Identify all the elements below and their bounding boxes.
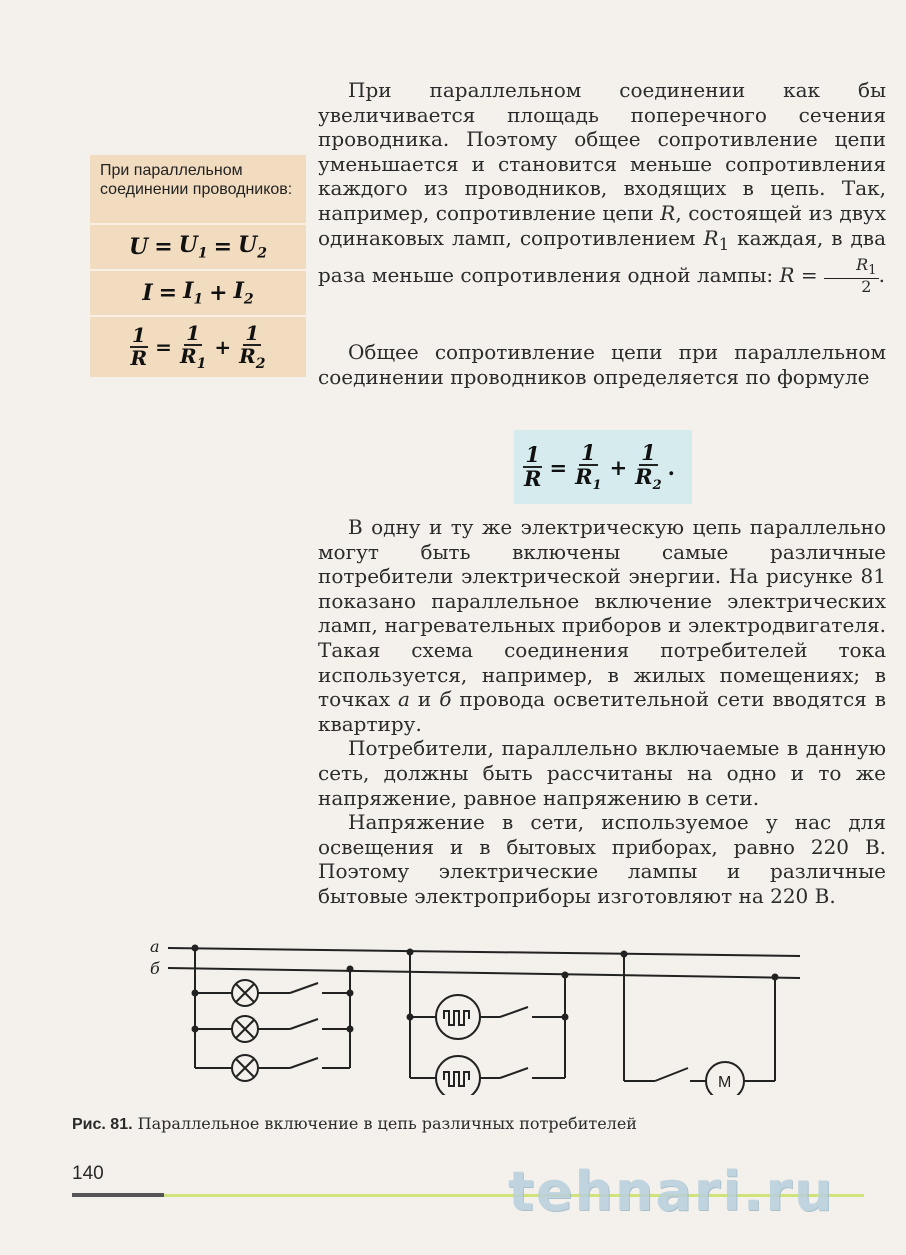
- heater-branch: [410, 1068, 565, 1078]
- lamp-icon: [232, 1016, 258, 1042]
- heater-icon: [436, 1056, 480, 1095]
- equals-sign: =: [158, 280, 178, 306]
- sidebar-summary: [90, 155, 306, 377]
- fraction-1-r: $\frac{1}{R}$: [524, 441, 542, 491]
- fraction-1-r1: $\frac{1}{R_1}$: [179, 320, 207, 372]
- plus-sign: +: [214, 335, 232, 359]
- lamp-branch: [195, 1019, 350, 1029]
- line-b: [168, 968, 800, 978]
- symbol-u: U: [129, 234, 149, 260]
- equals-sign: =: [213, 234, 233, 260]
- main-formula: [522, 434, 688, 500]
- heater-icon: [436, 995, 480, 1039]
- main-formula-box: [514, 430, 692, 504]
- formula-resistance: [90, 315, 306, 377]
- heater-branch: [410, 1007, 565, 1017]
- paragraphs-3-5: [318, 515, 886, 909]
- page-number: 140: [72, 1163, 104, 1184]
- junction-dots: [192, 945, 779, 1033]
- symbol-u1: $U_1$: [178, 232, 208, 262]
- fraction-1-r: $\frac{1}{R}$: [130, 323, 148, 370]
- figure-caption: [72, 1114, 637, 1134]
- caption-label: Рис. 81.: [72, 1116, 133, 1133]
- symbol-i2: $I_2$: [233, 278, 254, 308]
- symbol-i1: $I_1$: [183, 278, 204, 308]
- plus-sign: +: [609, 454, 628, 480]
- paragraph-4: Потребители, параллельно включаемые в данную сеть, должны быть рассчитаны на одно и то же напряжение, равное напряжению в сети.: [318, 736, 886, 810]
- lamp-branch: [195, 1058, 350, 1068]
- line-a: [168, 948, 800, 956]
- symbol-u2: $U_2$: [238, 232, 267, 262]
- formula-voltage: [90, 223, 306, 269]
- equals-sign: =: [155, 335, 172, 359]
- caption-text: Параллельное включение в цепь различных потребителей: [132, 1114, 637, 1133]
- equals-sign: =: [549, 454, 568, 480]
- lamp-icon: [232, 1055, 258, 1081]
- paragraph-2: Общее сопротивление цепи при параллельном соединении проводников определяется по формуле: [318, 340, 886, 389]
- label-b: б: [150, 959, 160, 978]
- watermark: tehnari.ru: [508, 1160, 835, 1223]
- circuit-diagram: [140, 935, 820, 1095]
- fraction-1-r1: $\frac{1}{R_1}$: [575, 439, 602, 493]
- switch-icon: [624, 1068, 706, 1081]
- sidebar-title: При параллельном соединении проводников:: [100, 162, 293, 198]
- motor-label: М: [718, 1074, 732, 1091]
- formula-current: [90, 269, 306, 315]
- paragraph-3: В одну и ту же электрическую цепь параллельно могут быть включены самые различные потребители электрической энергии. На рисунке 81 показано параллельное включение электрических ламп, нагревательных приборов и электродвигателя. Такая схема соединения потребителей тока используется, например, в жилых помещениях; в точках а и б провода осветительной сети вводятся в квартиру.: [318, 515, 887, 736]
- paragraph-5: Напряжение в сети, используемое у нас для освещения и в бытовых приборах, равно 220 В. Поэтому электрические лампы и различные бытовые электроприборы изготовляют на 220 В.: [318, 810, 886, 908]
- footer-rule-dark: [72, 1193, 164, 1197]
- fraction-1-r2: $\frac{1}{R_2}$: [239, 320, 266, 372]
- label-a: а: [150, 937, 160, 956]
- plus-sign: +: [209, 280, 228, 306]
- symbol-i: I: [142, 280, 153, 306]
- fraction-1-r2: $\frac{1}{R_2}$: [635, 439, 662, 493]
- lamp-branch: [195, 983, 350, 993]
- lamp-icon: [232, 980, 258, 1006]
- period: .: [667, 454, 675, 480]
- fraction-r1-over-2: $\frac{R_1}{2}$: [824, 257, 879, 296]
- paragraph-1: При параллельном соединении как бы увеличивается площадь поперечного сечения проводника. Поэтому общее сопротивление цепи уменьшается и становится меньше сопротивления каждого из проводников, входящих в цепь. Так, например, сопротивление цепи R, состоящей из двух одинаковых ламп, сопротивлением $R_1$ каждая, в два раза меньше сопротивления одной лампы: R = $\frac{R_1}{2}$ .: [318, 78, 886, 297]
- equals-sign: =: [154, 234, 173, 260]
